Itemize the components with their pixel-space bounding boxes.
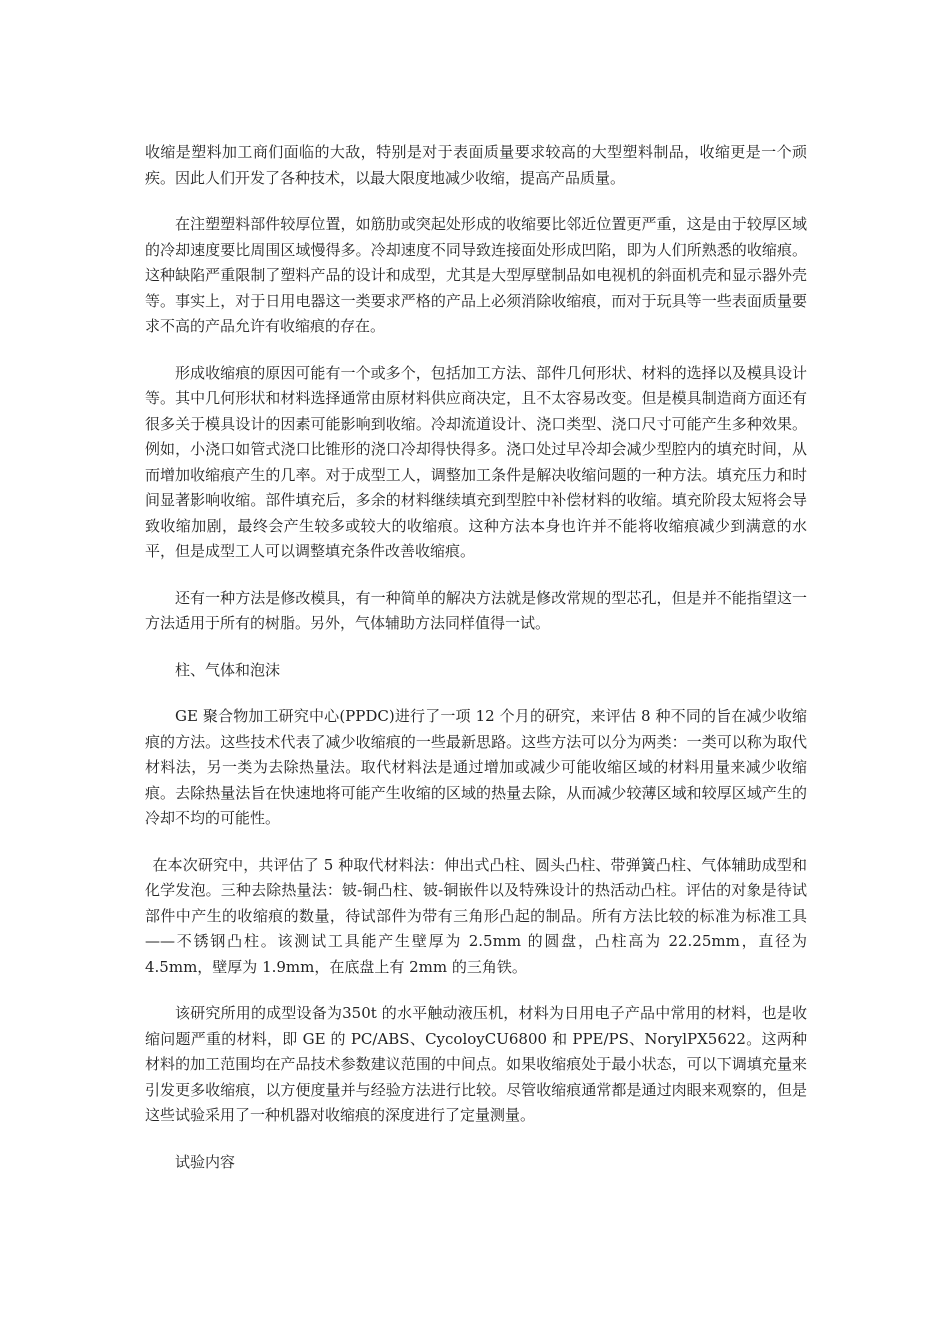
document-page xyxy=(145,140,807,1196)
paragraph-shrink-factors: 形成收缩痕的原因可能有一个或多个，包括加工方法、部件几何形状、材料的选择以及模具设计等。其中几何形状和材料选择通常由原材料供应商决定，且不太容易改变。但是模具制造商方面还有很多关于模具设计的因素可能影响到收缩。冷却流道设计、浇口类型、浇口尺寸可能产生多种效果。例如，小浇口如管式浇口比锥形的浇口冷却得快得多。浇口处过早冷却会减少型腔内的填充时间，从而增加收缩痕产生的几率。对于成型工人，调整加工条件是解决收缩问题的一种方法。填充压力和时间显著影响收缩。部件填充后，多余的材料继续填充到型腔中补偿材料的收缩。填充阶段太短将会导致收缩加剧，最终会产生较多或较大的收缩痕。这种方法本身也许并不能将收缩痕减少到满意的水平，但是成型工人可以调整填充条件改善收缩痕。 xyxy=(145,363,807,560)
paragraph-ge-study: GE 聚合物加工研究中心(PPDC)进行了一项 12 个月的研究，来评估 8 种不同的旨在减少收缩痕的方法。这些技术代表了减少收缩痕的一些最新思路。这些方法可以分为两类：一类可以称为取代材料法，另一类为去除热量法。取代材料法是通过增加或减少可能收缩区域的材料用量来减少收缩痕。去除热量法旨在快速地将可能产生收缩的区域的热量去除，从而减少较薄区域和较厚区域产生的冷却不均的可能性。 xyxy=(145,707,807,827)
section-heading-test-content: 试验内容 xyxy=(175,1152,236,1171)
paragraph-intro: 收缩是塑料加工商们面临的大敌，特别是对于表面质量要求较高的大型塑料制品，收缩更是一个顽疾。因此人们开发了各种技术，以最大限度地减少收缩，提高产品质量。 xyxy=(145,143,807,187)
paragraph-mold-modification: 还有一种方法是修改模具，有一种简单的解决方法就是修改常规的型芯孔，但是并不能指望这一方法适用于所有的树脂。另外，气体辅助方法同样值得一试。 xyxy=(145,588,807,632)
paragraph-evaluated-methods: 在本次研究中，共评估了 5 种取代材料法：伸出式凸柱、圆头凸柱、带弹簧凸柱、气体辅助成型和化学发泡。三种去除热量法：铍-铜凸柱、铍-铜嵌件以及特殊设计的热活动凸柱。评估的对象是待试部件中产生的收缩痕的数量，待试部件为带有三角形凸起的制品。所有方法比较的标准为标准工具——不锈钢凸柱。该测试工具能产生壁厚为 2.5mm 的圆盘，凸柱高为 22.25mm，直径为 4.5mm，壁厚为 1.9mm，在底盘上有 2mm 的三角铁。 xyxy=(145,855,807,976)
paragraph-equipment-materials: 该研究所用的成型设备为350t 的水平触动液压机，材料为日用电子产品中常用的材料，也是收缩问题严重的材料，即 GE 的 PC/ABS、CycoloyCU6800 和 PPE/PS、NorylPX5622。这两种材料的加工范围均在产品技术参数建议范围的中间点。如果收缩痕处于最小状态，可以下调填充量来引发更多收缩痕，以方便度量并与经验方法进行比较。尽管收缩痕通常都是通过肉眼来观察的，但是这些试验采用了一种机器对收缩痕的深度进行了定量测量。 xyxy=(145,1004,807,1124)
section-heading-columns-gas-foam: 柱、气体和泡沫 xyxy=(175,660,281,679)
paragraph-shrink-cause: 在注塑塑料部件较厚位置，如筋肋或突起处形成的收缩要比邻近位置更严重，这是由于较厚区域的冷却速度要比周围区域慢得多。冷却速度不同导致连接面处形成凹陷，即为人们所熟悉的收缩痕。这种缺陷严重限制了塑料产品的设计和成型，尤其是大型厚壁制品如电视机的斜面机壳和显示器外壳等。事实上，对于日用电器这一类要求严格的产品上必须消除收缩痕，而对于玩具等一些表面质量要求不高的产品允许有收缩痕的存在。 xyxy=(145,215,807,335)
